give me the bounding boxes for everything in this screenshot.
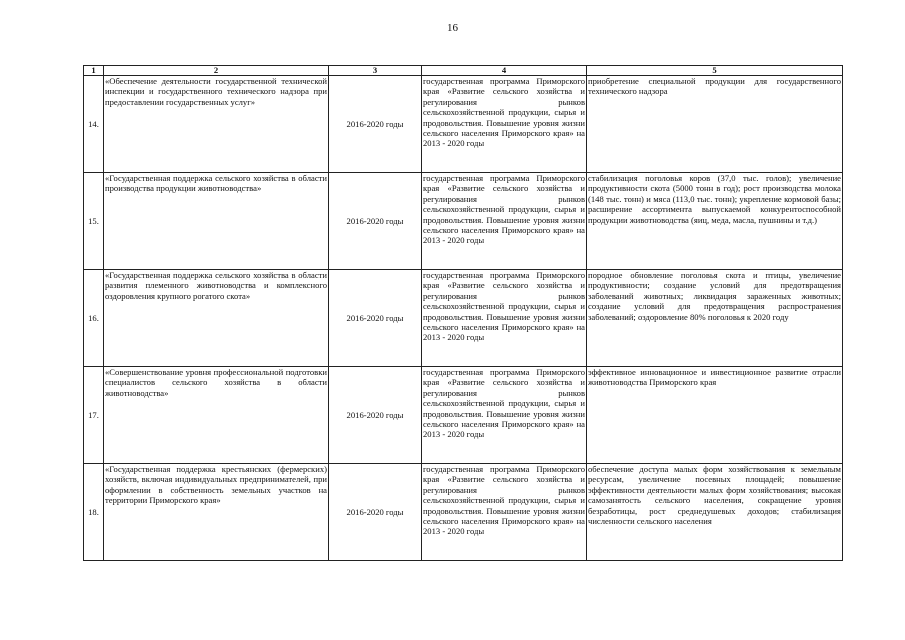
measure-name: «Обеспечение деятельности государственной технической инспекции и государственного технического надзора при предоставлении государственных услуг»	[104, 76, 329, 173]
expected-result: приобретение специальной продукции для государственного технического надзора	[587, 76, 843, 173]
column-header-3: 3	[329, 66, 422, 76]
table-row	[84, 76, 843, 173]
row-number: 16.	[84, 270, 104, 367]
expected-result: породное обновление поголовья скота и птицы, увеличение продуктивности; создание условий для предотвращения заболеваний животных; ликвидация зараженных животных; создание условий для предотвращения распространения заболеваний; оздоровление 80% поголовья к 2020 году	[587, 270, 843, 367]
implementation-period: 2016-2020 годы	[329, 173, 422, 270]
measures-table	[83, 65, 843, 561]
column-header-2: 2	[104, 66, 329, 76]
expected-result: эффективное инновационное и инвестиционное развитие отрасли животноводства Приморского края	[587, 367, 843, 464]
page-number: 16	[447, 22, 458, 34]
state-program: государственная программа Приморского края «Развитие сельского хозяйства и регулирования рынков сельскохозяйственной продукции, сырья и продовольствия. Повышение уровня жизни сельского населения Приморского края» на 2013 - 2020 годы	[422, 270, 587, 367]
measure-name: «Совершенствование уровня профессиональной подготовки специалистов сельского хозяйства в области животноводства»	[104, 367, 329, 464]
implementation-period: 2016-2020 годы	[329, 270, 422, 367]
state-program: государственная программа Приморского края «Развитие сельского хозяйства и регулирования рынков сельскохозяйственной продукции, сырья и продовольствия. Повышение уровня жизни сельского населения Приморского края» на 2013 - 2020 годы	[422, 76, 587, 173]
row-number: 15.	[84, 173, 104, 270]
expected-result: обеспечение доступа малых форм хозяйствования к земельным ресурсам, увеличение посевных площадей; повышение эффективности деятельности малых форм хозяйствования; высокая самозанятость сельского населения, сокращение уровня безработицы, рост среднедушевых доходов; стабилизация численности сельского населения	[587, 464, 843, 561]
state-program: государственная программа Приморского края «Развитие сельского хозяйства и регулирования рынков сельскохозяйственной продукции, сырья и продовольствия. Повышение уровня жизни сельского населения Приморского края» на 2013 - 2020 годы	[422, 173, 587, 270]
measure-name: «Государственная поддержка сельского хозяйства в области развития племенного животноводства и комплексного оздоровления крупного рогатого скота»	[104, 270, 329, 367]
row-number: 18.	[84, 464, 104, 561]
table-row	[84, 173, 843, 270]
state-program: государственная программа Приморского края «Развитие сельского хозяйства и регулирования рынков сельскохозяйственной продукции, сырья и продовольствия. Повышение уровня жизни сельского населения Приморского края» на 2013 - 2020 годы	[422, 464, 587, 561]
table-row	[84, 367, 843, 464]
expected-result: стабилизация поголовья коров (37,0 тыс. голов); увеличение продуктивности скота (5000 тонн в год); рост производства молока (148 тыс. тонн) и мяса (113,0 тыс. тонн); укрепление кормовой базы; расширение ассортимента выпускаемой конкурентоспособной продукции животноводства (яиц, меда, масла, пушнины и т.д.)	[587, 173, 843, 270]
implementation-period: 2016-2020 годы	[329, 367, 422, 464]
state-program: государственная программа Приморского края «Развитие сельского хозяйства и регулирования рынков сельскохозяйственной продукции, сырья и продовольствия. Повышение уровня жизни сельского населения Приморского края» на 2013 - 2020 годы	[422, 367, 587, 464]
measure-name: «Государственная поддержка сельского хозяйства в области производства продукции животноводства»	[104, 173, 329, 270]
implementation-period: 2016-2020 годы	[329, 464, 422, 561]
column-header-5: 5	[587, 66, 843, 76]
column-header-4: 4	[422, 66, 587, 76]
measure-name: «Государственная поддержка крестьянских (фермерских) хозяйств, включая индивидуальных предпринимателей, при оформлении в собственность земельных участков на территории Приморского края»	[104, 464, 329, 561]
row-number: 17.	[84, 367, 104, 464]
row-number: 14.	[84, 76, 104, 173]
table-row	[84, 270, 843, 367]
header-row	[84, 66, 843, 76]
column-header-1: 1	[84, 66, 104, 76]
table-row	[84, 464, 843, 561]
implementation-period: 2016-2020 годы	[329, 76, 422, 173]
